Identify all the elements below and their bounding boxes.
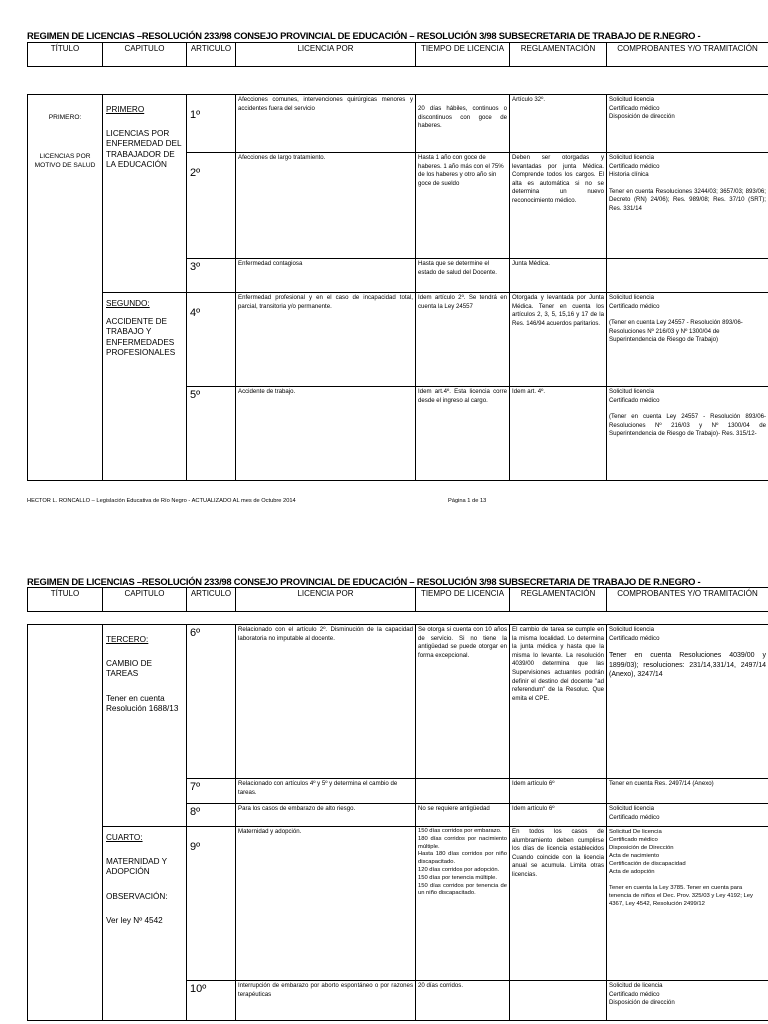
tiempo-cell: Se otorga si cuenta con 10 años de servicio. Si no tiene la antigüedad se puede otorgar en forma excepcional. — [416, 625, 510, 779]
comprobante-note: (Tener en cuenta Ley 24557 - Resolución 893/06-Resoluciones Nº 216/03 y Nº 1300/04 de Superintendencia de Riesgo de Trabajo) — [609, 319, 743, 344]
licencia-cell: Enfermedad contagiosa — [236, 259, 416, 293]
header-reglamentacion: REGLAMENTACIÓN — [510, 43, 607, 67]
tiempo-line: 120 días corridos por adopción. — [418, 866, 500, 873]
comprobante-line: Solicitud licencia — [609, 805, 655, 812]
document-title: REGIMEN DE LICENCIAS –RESOLUCIÓN 233/98 CONSEJO PROVINCIAL DE EDUCACIÓN – RESOLUCIÓN 3/98 SUBSECRETARIA DE TRABAJO DE R.NEGRO - — [27, 30, 701, 41]
chapter-title: CUARTO: — [106, 833, 143, 842]
tiempo-line: Hasta 180 días corridos por niño discapacitado. — [418, 851, 507, 866]
articulo-cell: 2º — [187, 153, 236, 259]
reglamentacion-cell: Otorgada y levantada por Junta Médica. Tener en cuenta los artículos 2, 3, 5, 15,16 y 17 de la Res. 146/94 acuerdos paritarios. — [510, 293, 607, 387]
header-capitulo: CAPITULO — [103, 43, 187, 67]
footer-author: HECTOR L. RONCALLO – Legislación Educativa de Río Negro - ACTUALIZADO AL mes de Octubre 2014 — [27, 498, 296, 504]
comprobante-line: Certificado médico — [609, 990, 660, 998]
titulo-text: LICENCIAS POR MOTIVO DE SALUD — [34, 153, 96, 169]
licencia-cell: Enfermedad profesional y en el caso de incapacidad total, parcial, transitoria y/o permanente. — [236, 293, 416, 387]
comprobante-line: Solicitud licencia — [609, 96, 655, 103]
comprobante-line: Solicitud licencia — [609, 294, 655, 301]
comprobante-line: Certificado médico — [609, 302, 660, 310]
tiempo-line: 150 días corridos por embarazo. — [418, 828, 502, 834]
reglamentacion-cell: Junta Médica. — [510, 259, 607, 293]
articulo-cell: 7º — [187, 779, 236, 804]
licencia-cell: Relacionado con el artículo 2º. Disminución de la capacidad laboratoria no imputable al docente. — [236, 625, 416, 779]
tiempo-line: 150 días corridos por tenencia de un niño discapacitado. — [418, 882, 507, 897]
tiempo-cell: 20 días hábiles, continuos o discontinuos con goce de haberes. — [416, 95, 510, 153]
licencia-cell: Afecciones comunes, intervenciones quirúrgicas menores y accidentes fuera del servicio — [236, 95, 416, 153]
header-table — [27, 42, 768, 67]
chapter-cell — [103, 293, 187, 481]
table-row — [28, 293, 768, 387]
header-table-page-2 — [27, 587, 768, 612]
licencia-cell: Accidente de trabajo. — [236, 387, 416, 481]
comprobantes-cell — [607, 387, 768, 481]
chapter-law: Ver ley Nº 4542 — [106, 915, 163, 925]
tiempo-cell — [416, 779, 510, 804]
chapter-title: PRIMERO — [106, 105, 145, 114]
chapter-note: Tener en cuenta Resolución 1688/13 — [106, 693, 179, 713]
comprobante-line: Certificado médico — [609, 837, 658, 843]
articulo-cell: 3º — [187, 259, 236, 293]
titulo-number: PRIMERO: — [48, 114, 82, 121]
comprobantes-cell — [607, 153, 768, 259]
comprobantes-cell — [607, 95, 768, 153]
licencia-cell: Relacionado con artículos 4º y 5º y determina el cambio de tareas. — [236, 779, 416, 804]
comprobantes-cell — [607, 293, 768, 387]
licencia-cell: Afecciones de largo tratamiento. — [236, 153, 416, 259]
licencias-table-page-1 — [27, 94, 768, 481]
comprobante-line: Disposición de Dirección — [609, 845, 674, 851]
header-comprobantes: COMPROBANTES Y/O TRAMITACIÓN — [607, 43, 768, 67]
comprobante-line: Certificado médico — [609, 162, 660, 170]
comprobante-line: Certificado médico — [609, 813, 660, 821]
comprobante-line: Acta de adopción — [609, 869, 655, 875]
tiempo-cell: Idem art.4º. Esta licencia corre desde el ingreso al cargo. — [416, 387, 510, 481]
licencias-table-page-2 — [27, 624, 768, 1021]
tiempo-cell — [416, 827, 510, 981]
comprobante-line: Disposición de dirección — [609, 999, 675, 1007]
titulo-cell — [28, 625, 103, 1021]
tiempo-cell: Idem artículo 2º. Se tendrá en cuenta la Ley 24557 — [416, 293, 510, 387]
chapter-name: MATERNIDAD Y ADOPCIÓN — [106, 857, 167, 877]
licencia-cell: Maternidad y adopción. — [236, 827, 416, 981]
chapter-cell — [103, 827, 187, 1021]
chapter-name: CAMBIO DE TAREAS — [106, 659, 152, 679]
reglamentacion-cell — [510, 981, 607, 1021]
tiempo-line: 180 días corridos por nacimiento múltiple. — [418, 835, 507, 850]
comprobantes-cell — [607, 981, 768, 1021]
articulo-cell: 1º — [187, 95, 236, 153]
tiempo-cell: 20 días corridos. — [416, 981, 510, 1021]
table-row — [28, 625, 768, 779]
articulo-cell: 10º — [187, 981, 236, 1021]
table-row — [28, 827, 768, 981]
chapter-name: LICENCIAS POR ENFERMEDAD DEL TRABAJADOR DE LA EDUCACIÓN — [106, 129, 182, 169]
comprobante-line: Certificado médico — [609, 396, 660, 404]
comprobante-note: Tener en cuenta Resoluciones 4039/00 y 1899/03); resoluciones: 231/14,331/14, 2497/14 (Anexo), 3247/14 — [609, 652, 766, 679]
tiempo-line: 150 días por tenencia múltiple. — [418, 874, 497, 881]
reglamentacion-cell: Deben ser otorgadas y levantadas por junta Médica. Comprende todos los cargos. El alta es automática si no se determina un nuevo reconocimiento médico. — [510, 153, 607, 259]
footer-page-number: Página 1 de 13 — [448, 498, 487, 504]
header-reglamentacion: REGLAMENTACIÓN — [510, 588, 607, 612]
comprobantes-cell — [607, 804, 768, 827]
licencia-cell: Interrupción de embarazo por aborto espontáneo o por razones terapéuticas — [236, 981, 416, 1021]
header-licencia: LICENCIA POR — [236, 588, 416, 612]
header-titulo: TÍTULO — [28, 43, 103, 67]
comprobante-note: (Tener en cuenta Ley 24557 - Resolución 893/06-Resoluciones Nº 216/03 y Nº 1300/04 de Superintendencia de Riesgo de Trabajo)- Res. 315/12- — [609, 413, 766, 438]
comprobante-line: Acta de nacimiento — [609, 853, 660, 859]
comprobante-line: Solicitud licencia — [609, 626, 655, 633]
comprobantes-cell — [607, 259, 768, 293]
comprobante-line: Tener en cuenta Res. 2497/14 (Anexo) — [609, 780, 714, 787]
reglamentacion-cell: Idem artículo 6º — [510, 804, 607, 827]
chapter-cell — [103, 625, 187, 827]
comprobante-note: Tener en cuenta Resoluciones 3244/03; 3657/03; 893/06; Decreto (RN) 24/06); Res. 989/08; Res. 37/10 (SRT); Res. 331/14 — [609, 187, 766, 212]
table-row — [28, 95, 768, 153]
comprobantes-cell — [607, 779, 768, 804]
articulo-cell: 4º — [187, 293, 236, 387]
header-tiempo: TIEMPO DE LICENCIA — [416, 43, 510, 67]
chapter-title: TERCERO: — [106, 635, 149, 644]
reglamentacion-cell: Idem artículo 6º — [510, 779, 607, 804]
header-licencia: LICENCIA POR — [236, 43, 416, 67]
articulo-cell: 8º — [187, 804, 236, 827]
comprobante-line: Solicitud licencia — [609, 154, 655, 161]
comprobante-line: Historia clínica — [609, 171, 649, 179]
chapter-name: ACCIDENTE DE TRABAJO Y ENFERMEDADES PROFESIONALES — [106, 317, 176, 357]
tiempo-cell: No se requiere antigüedad — [416, 804, 510, 827]
comprobante-line: Certificado médico — [609, 634, 660, 642]
header-tiempo: TIEMPO DE LICENCIA — [416, 588, 510, 612]
licencia-cell: Para los casos de embarazo de alto riesgo. — [236, 804, 416, 827]
articulo-cell: 9º — [187, 827, 236, 981]
header-articulo: ARTICULO — [187, 43, 236, 67]
chapter-cell — [103, 95, 187, 293]
comprobante-line: Disposición de dirección — [609, 113, 675, 121]
reglamentacion-cell: Idem art. 4º. — [510, 387, 607, 481]
header-articulo: ARTICULO — [187, 588, 236, 612]
titulo-cell — [28, 95, 103, 481]
header-comprobantes: COMPROBANTES Y/O TRAMITACIÓN — [607, 588, 768, 612]
comprobante-line: Solicitud de licencia — [609, 982, 663, 989]
comprobante-note: Tener en cuenta la Ley 3785. Tener en cuenta para tenencia de niños el Dec. Prov. 325/03 y Ley 4192; Ley 4367, Ley 4542, Resolución 2499/12 — [609, 885, 753, 907]
tiempo-cell: Hasta que se determine el estado de salud del Docente. — [416, 259, 510, 293]
comprobante-line: Solicitud licencia — [609, 388, 655, 395]
comprobantes-cell — [607, 827, 768, 981]
reglamentacion-cell: El cambio de tarea se cumple en la misma localidad. Lo determina la junta médica y hasta que la misma lo levante. La resolución 4039/00 determina que las Supervisiones actuantes podrán definir el destino del docente "ad referendum" de la Resoluc. Que emita el CPE. — [510, 625, 607, 779]
articulo-cell: 5º — [187, 387, 236, 481]
chapter-title: SEGUNDO: — [106, 299, 150, 308]
document-title-page-2: REGIMEN DE LICENCIAS –RESOLUCIÓN 233/98 CONSEJO PROVINCIAL DE EDUCACIÓN – RESOLUCIÓN 3/98 SUBSECRETARIA DE TRABAJO DE R.NEGRO - — [27, 576, 701, 587]
header-capitulo: CAPITULO — [103, 588, 187, 612]
articulo-cell: 6º — [187, 625, 236, 779]
comprobante-line: Solicitud De licencia — [609, 829, 662, 835]
chapter-observation: OBSERVACIÓN: — [106, 891, 168, 901]
reglamentacion-cell: En todos los casos de alumbramiento deben cumplirse los días de licencia establecidos Cuando coincide con la licencia anual se acumula. Limita otras licencias. — [510, 827, 607, 981]
tiempo-cell: Hasta 1 año con goce de haberes. 1 año más con el 75% de los haberes y otro año sin goce de sueldo — [416, 153, 510, 259]
comprobante-line: Certificado médico — [609, 104, 660, 112]
comprobantes-cell — [607, 625, 768, 779]
header-titulo: TÍTULO — [28, 588, 103, 612]
page-footer — [27, 498, 487, 504]
comprobante-line: Certificación de discapacidad — [609, 861, 686, 867]
reglamentacion-cell: Artículo 32º. — [510, 95, 607, 153]
